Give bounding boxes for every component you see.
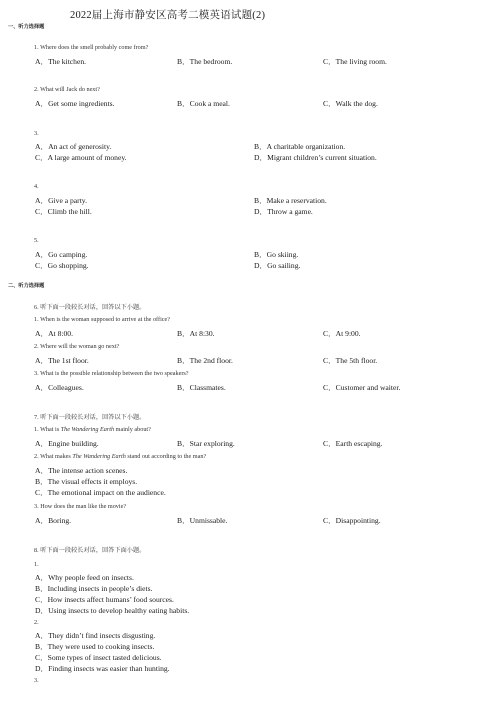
option: C．Go shopping. <box>35 261 89 270</box>
stem-pre: 2. What makes <box>34 453 73 460</box>
question-stem: 2. What will Jack do next? <box>34 86 100 93</box>
option: C．Some types of insect tasted delicious. <box>35 653 162 662</box>
option: A．Go camping. <box>35 250 88 259</box>
option: A．The 1st floor. <box>35 356 89 365</box>
option: D．Using insects to develop healthy eating habits. <box>35 606 190 615</box>
option: A．An act of generosity. <box>35 142 112 151</box>
option: B．Cook a meal. <box>177 99 230 108</box>
option: C．Disappointing. <box>323 516 381 525</box>
option: A．Give a party. <box>35 196 88 205</box>
option: C．The emotional impact on the audience. <box>35 488 166 497</box>
option: D．Finding insects was easier than hunting. <box>35 664 170 673</box>
section-heading-2: 二、听力选择题 <box>8 283 45 289</box>
question-stem: 3. <box>34 130 39 137</box>
option: D．Throw a game. <box>254 207 313 216</box>
option: B．Make a reservation. <box>254 196 327 205</box>
option: C．Earth escaping. <box>323 439 383 448</box>
option: B．Go skiing. <box>254 250 299 259</box>
group-intro: 7. 听下面一段较长对话，回答以下小题。 <box>34 414 146 421</box>
option: D．Go sailing. <box>254 261 301 270</box>
page-title: 2022届上海市静安区高考二模英语试题(2) <box>70 10 266 21</box>
question-stem <box>34 453 206 460</box>
option: A．Get some ingredients. <box>35 99 115 108</box>
option: B．A charitable organization. <box>254 142 346 151</box>
option: A．Engine building. <box>35 439 99 448</box>
option: B．The 2nd floor. <box>177 356 233 365</box>
option: B．Star exploring. <box>177 439 235 448</box>
option: C．A large amount of money. <box>35 153 127 162</box>
option: A．The intense action scenes. <box>35 466 128 475</box>
question-stem: 1. When is the woman supposed to arrive at the office? <box>34 316 171 323</box>
question-stem: 5. <box>34 237 39 244</box>
option: D．Migrant children’s current situation. <box>254 153 377 162</box>
option: A．The kitchen. <box>35 57 87 66</box>
film-title: The Wandering Earth <box>72 453 126 460</box>
option: C．The living room. <box>323 57 387 66</box>
option: C．Walk the dog. <box>323 99 378 108</box>
option: A．Boring. <box>35 516 72 525</box>
option: C．At 9:00. <box>323 329 361 338</box>
option: B．Classmates. <box>177 383 226 392</box>
group-intro: 8. 听下面一段较长对话，回答下面小题。 <box>34 547 146 554</box>
option: A．Why people feed on insects. <box>35 573 134 582</box>
option: C．How insects affect humans’ food sources. <box>35 595 174 604</box>
question-stem <box>34 426 151 433</box>
group-intro: 6. 听下面一段较长对话，回答以下小题。 <box>34 304 146 311</box>
stem-post: mainly about? <box>114 426 151 433</box>
option: C．Customer and waiter. <box>323 383 401 392</box>
question-stem: 3. What is the possible relationship between the two speakers? <box>34 370 189 377</box>
question-stem: 1. <box>34 561 39 568</box>
question-stem: 1. Where does the smell probably come from? <box>34 44 149 51</box>
section-heading-1: 一、听力选择题 <box>8 24 45 30</box>
option: C．Climb the hill. <box>35 207 92 216</box>
option: B．The bedroom. <box>177 57 233 66</box>
stem-pre: 1. What is <box>34 426 61 433</box>
option: A．Colleagues. <box>35 383 84 392</box>
option: A．At 8:00. <box>35 329 73 338</box>
film-title: The Wandering Earth <box>60 426 115 433</box>
question-stem: 2. Where will the woman go next? <box>34 343 120 350</box>
option: A．They didn’t find insects disgusting. <box>35 631 156 640</box>
question-stem: 3. How does the man like the movie? <box>34 503 127 510</box>
question-stem: 2. <box>34 619 39 626</box>
option: C．The 5th floor. <box>323 356 378 365</box>
question-stem: 3. <box>34 677 39 684</box>
question-stem: 4. <box>34 183 39 190</box>
option: B．At 8:30. <box>177 329 215 338</box>
option: B．The visual effects it employs. <box>35 477 138 486</box>
option: B．Including insects in people’s diets. <box>35 584 153 593</box>
option: B．Unmissable. <box>177 516 228 525</box>
stem-post: stand out according to the man? <box>125 453 207 460</box>
option: B．They were used to cooking insects. <box>35 642 155 651</box>
